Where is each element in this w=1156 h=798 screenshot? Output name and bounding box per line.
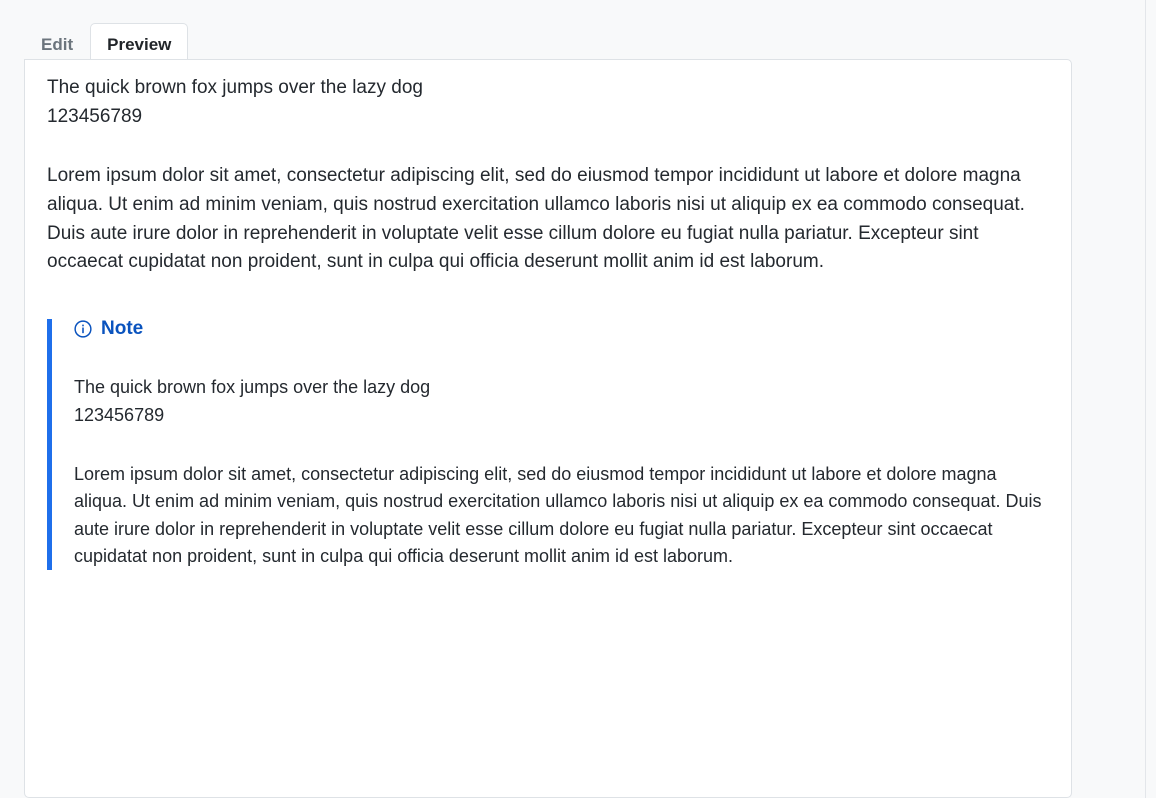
note-paragraph: Lorem ipsum dolor sit amet, consectetur adipiscing elit, sed do eiusmod tempor incididunt ut labore et dolore magna aliqua. Ut enim ad minim veniam, quis nostrud exercitation ullamco laboris nisi ut aliquip ex ea commodo consequat. Duis aute irure dolor in reprehenderit in voluptate velit esse cillum dolore eu fugiat nulla pariatur. Excepteur sint occaecat cupidatat non proident, sunt in culpa qui officia deserunt mollit anim id est laborum. [74,463,1042,567]
note-lead-line-1: The quick brown fox jumps over the lazy dog [74,377,431,398]
tab-preview[interactable]: Preview [90,23,188,65]
note-callout [47,319,1049,570]
editor-tab-bar [24,18,188,64]
panel-right-divider [1145,0,1146,798]
preview-panel [24,59,1072,798]
info-circle-icon [74,320,92,338]
note-title-label: Note [101,318,144,340]
note-lead-line-2: 123456789 [74,404,165,425]
note-body [74,374,1049,570]
note-title [74,319,1049,338]
lead-line-2: 123456789 [47,105,143,127]
lead-block [47,74,1049,132]
note-lead-block [74,374,1049,429]
tab-edit[interactable]: Edit [41,35,74,54]
lead-line-1: The quick brown fox jumps over the lazy dog [47,77,423,98]
body-paragraph: Lorem ipsum dolor sit amet, consectetur adipiscing elit, sed do eiusmod tempor incididunt ut labore et dolore magna aliqua. Ut enim ad minim veniam, quis nostrud exercitation ullamco laboris nisi ut aliquip ex ea commodo consequat. Duis aute irure dolor in reprehenderit in voluptate velit esse cillum dolore eu fugiat nulla pariatur. Excepteur sint occaecat cupidatat non proident, sunt in culpa qui officia deserunt mollit anim id est laborum. [47,164,1025,273]
